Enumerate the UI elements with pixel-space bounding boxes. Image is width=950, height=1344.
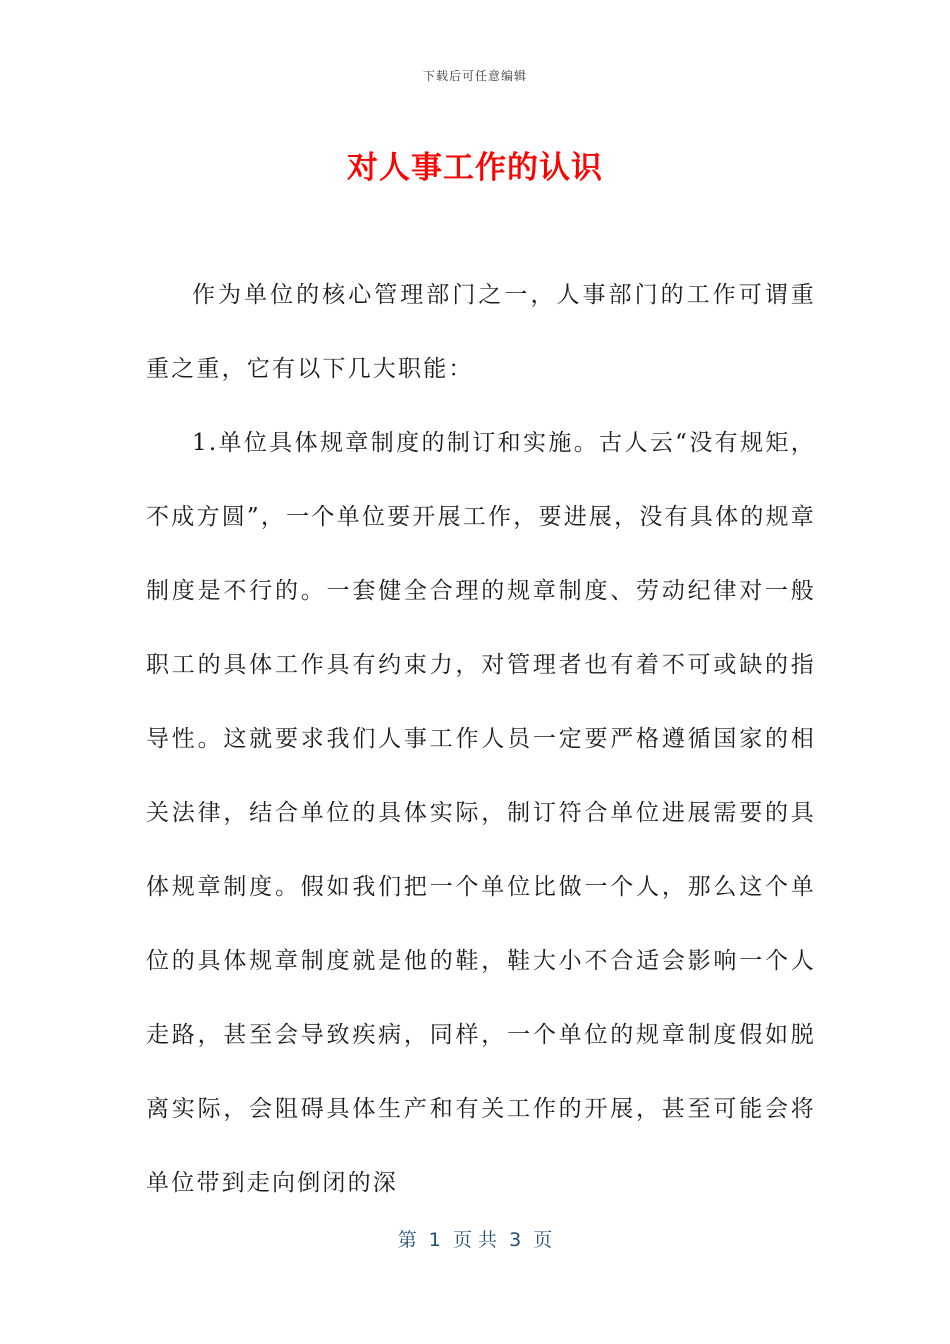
page-number: 第 1 页 共 3 页: [397, 1229, 553, 1251]
document-body: [146, 258, 816, 1220]
paragraph-intro: 作为单位的核心管理部门之一，人事部门的工作可谓重重之重，它有以下几大职能：: [146, 282, 816, 382]
paragraph-item-1: 1.单位具体规章制度的制订和实施。古人云“没有规矩，不成方圆”，一个单位要开展工作，要进展，没有具体的规章制度是不行的。一套健全合理的规章制度、劳动纪律对一般职工的具体工作具有约束力，对管理者也有着不可或缺的指导性。这就要求我们人事工作人员一定要严格遵循国家的相关法律，结合单位的具体实际，制订符合单位进展需要的具体规章制度。假如我们把一个单位比做一个人，那么这个单位的具体规章制度就是他的鞋，鞋大小不合适会影响一个人走路，甚至会导致疾病，同样，一个单位的规章制度假如脱离实际，会阻碍具体生产和有关工作的开展，甚至可能会将单位带到走向倒闭的深: [146, 430, 816, 1196]
document-title: 对人事工作的认识: [347, 150, 603, 186]
header-note: 下载后可任意编辑: [422, 69, 527, 83]
